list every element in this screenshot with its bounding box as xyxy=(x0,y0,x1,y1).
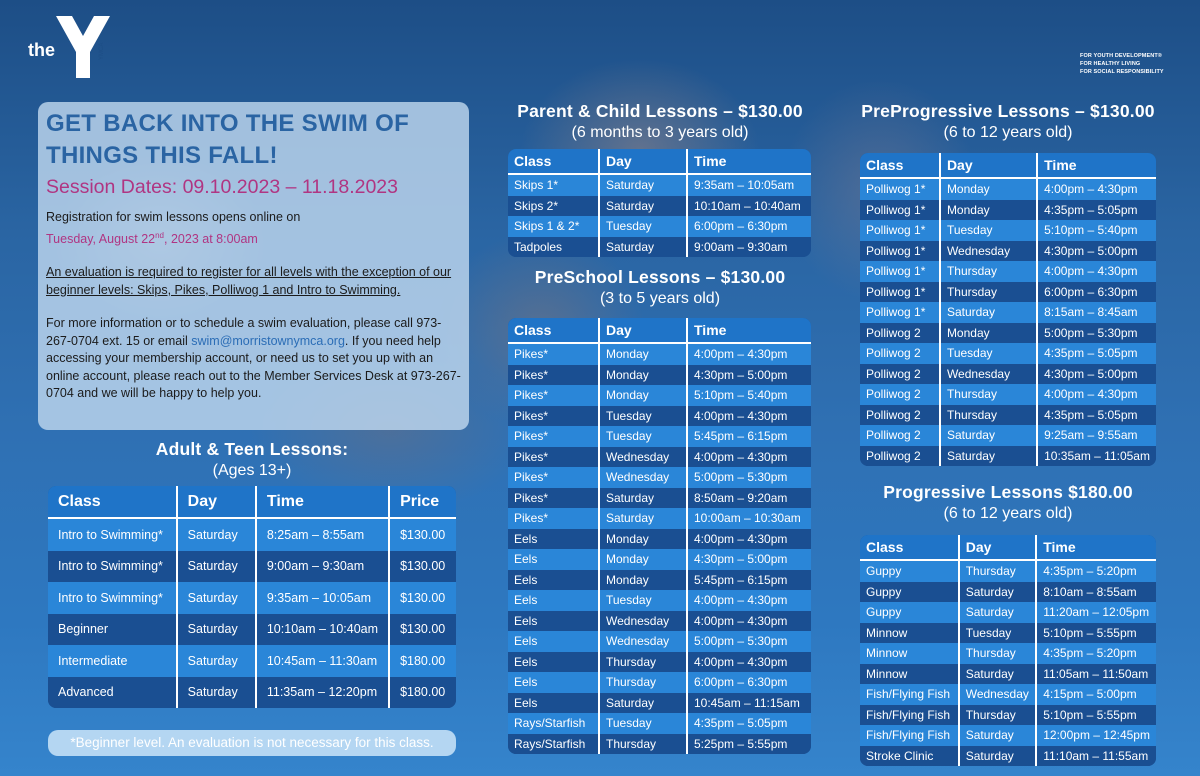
adult-table xyxy=(48,486,456,708)
table-cell: Guppy xyxy=(860,582,958,603)
table-cell: Guppy xyxy=(860,561,958,582)
table-cell: Tuesday xyxy=(939,343,1036,364)
table-cell: 4:35pm – 5:05pm xyxy=(1036,343,1156,364)
table-cell: Thursday xyxy=(958,561,1036,582)
table-cell: Saturday xyxy=(176,519,255,551)
table-row xyxy=(508,693,811,714)
table-cell: $130.00 xyxy=(388,551,456,583)
adult-section xyxy=(48,438,456,481)
preschool-table-wrap xyxy=(508,318,811,754)
column-header: Class xyxy=(860,535,958,561)
column-header: Time xyxy=(686,318,811,344)
table-cell: Intro to Swimming* xyxy=(48,519,176,551)
table-cell: Polliwog 2 xyxy=(860,384,939,405)
table-cell: Monday xyxy=(939,179,1036,200)
table-header-row xyxy=(860,153,1156,179)
registration-date-day: Tuesday, August 22 xyxy=(46,231,156,246)
table-cell: Tuesday xyxy=(598,406,686,427)
prog-table xyxy=(860,535,1156,766)
table-cell: Thursday xyxy=(958,643,1036,664)
table-cell: Tuesday xyxy=(598,713,686,734)
tagline xyxy=(1080,52,1164,76)
table-cell: Saturday xyxy=(598,175,686,196)
table-row xyxy=(48,582,456,614)
table-cell: Wednesday xyxy=(939,364,1036,385)
column-header: Day xyxy=(958,535,1036,561)
column-header: Class xyxy=(48,486,176,519)
table-cell: Thursday xyxy=(598,672,686,693)
table-cell: Thursday xyxy=(939,384,1036,405)
column-header: Time xyxy=(255,486,388,519)
parent-table xyxy=(508,149,811,257)
adult-title: Adult & Teen Lessons: xyxy=(155,439,349,459)
table-cell: Polliwog 1* xyxy=(860,302,939,323)
table-cell: 10:45am – 11:30am xyxy=(255,645,388,677)
table-cell: 4:00pm – 4:30pm xyxy=(686,406,811,427)
table-cell: $180.00 xyxy=(388,677,456,709)
table-cell: 4:30pm – 5:00pm xyxy=(1036,241,1156,262)
table-row xyxy=(860,725,1156,746)
table-cell: 4:35pm – 5:20pm xyxy=(1035,643,1156,664)
table-cell: 4:00pm – 4:30pm xyxy=(1036,384,1156,405)
table-cell: Tuesday xyxy=(598,590,686,611)
table-cell: Saturday xyxy=(598,488,686,509)
table-cell: 4:00pm – 4:30pm xyxy=(1036,179,1156,200)
table-cell: Skips 1* xyxy=(508,175,598,196)
table-row xyxy=(860,364,1156,385)
table-cell: Polliwog 1* xyxy=(860,200,939,221)
table-row xyxy=(860,746,1156,767)
parent-table-wrap xyxy=(508,149,811,257)
table-row xyxy=(860,643,1156,664)
table-row xyxy=(508,713,811,734)
table-cell: Polliwog 2 xyxy=(860,405,939,426)
table-cell: Saturday xyxy=(176,582,255,614)
table-cell: Thursday xyxy=(939,282,1036,303)
email-link[interactable]: swim@morristownymca.org xyxy=(191,333,345,348)
table-row xyxy=(508,570,811,591)
table-cell: Polliwog 1* xyxy=(860,241,939,262)
registration-date-sup: nd xyxy=(155,230,165,240)
table-cell: $130.00 xyxy=(388,519,456,551)
column-header: Day xyxy=(598,149,686,175)
table-row xyxy=(508,385,811,406)
table-cell: Polliwog 1* xyxy=(860,179,939,200)
table-row xyxy=(508,734,811,755)
table-cell: Polliwog 1* xyxy=(860,220,939,241)
table-cell: 10:10am – 10:40am xyxy=(255,614,388,646)
preschool-table xyxy=(508,318,811,754)
table-cell: 4:30pm – 5:00pm xyxy=(686,549,811,570)
table-cell: 5:45pm – 6:15pm xyxy=(686,426,811,447)
table-cell: Thursday xyxy=(939,261,1036,282)
table-header-row xyxy=(508,149,811,175)
table-cell: Saturday xyxy=(176,645,255,677)
table-cell: Tuesday xyxy=(958,623,1036,644)
table-cell: 8:10am – 8:55am xyxy=(1035,582,1156,603)
table-cell: 4:00pm – 4:30pm xyxy=(686,611,811,632)
table-cell: Wednesday xyxy=(598,467,686,488)
table-cell: Tadpoles xyxy=(508,237,598,258)
table-cell: Intro to Swimming* xyxy=(48,582,176,614)
session-dates: Session Dates: 09.10.2023 – 11.18.2023 xyxy=(46,176,398,198)
table-cell: Monday xyxy=(598,344,686,365)
preprog-table-wrap xyxy=(860,153,1156,466)
table-cell: Rays/Starfish xyxy=(508,734,598,755)
tagline-line: FOR YOUTH DEVELOPMENT® xyxy=(1080,53,1162,59)
table-cell: Polliwog 2 xyxy=(860,364,939,385)
table-cell: 8:25am – 8:55am xyxy=(255,519,388,551)
table-cell: Pikes* xyxy=(508,447,598,468)
table-row xyxy=(860,179,1156,200)
table-cell: Pikes* xyxy=(508,426,598,447)
table-row xyxy=(508,426,811,447)
table-row xyxy=(508,549,811,570)
preprog-subtitle: (6 to 12 years old) xyxy=(943,124,1073,141)
table-cell: Polliwog 1* xyxy=(860,261,939,282)
table-row xyxy=(860,261,1156,282)
table-row xyxy=(860,684,1156,705)
table-row xyxy=(860,582,1156,603)
column-header: Class xyxy=(860,153,939,179)
table-cell: 9:00am – 9:30am xyxy=(686,237,811,258)
table-row xyxy=(508,344,811,365)
table-row xyxy=(860,602,1156,623)
table-cell: 4:30pm – 5:00pm xyxy=(686,365,811,386)
table-cell: Intro to Swimming* xyxy=(48,551,176,583)
table-cell: Saturday xyxy=(939,425,1036,446)
table-cell: 5:10pm – 5:40pm xyxy=(686,385,811,406)
table-row xyxy=(508,237,811,258)
table-row xyxy=(860,664,1156,685)
table-cell: Saturday xyxy=(958,664,1036,685)
table-cell: 10:10am – 10:40am xyxy=(686,196,811,217)
table-row xyxy=(860,220,1156,241)
column-header: Class xyxy=(508,149,598,175)
table-cell: Wednesday xyxy=(958,684,1036,705)
table-cell: 4:00pm – 4:30pm xyxy=(686,590,811,611)
column-header: Day xyxy=(939,153,1036,179)
table-row xyxy=(860,623,1156,644)
table-cell: Monday xyxy=(598,385,686,406)
table-cell: Intermediate xyxy=(48,645,176,677)
table-cell: Monday xyxy=(598,529,686,550)
table-row xyxy=(860,446,1156,467)
table-row xyxy=(860,282,1156,303)
column-header: Class xyxy=(508,318,598,344)
table-cell: 4:00pm – 4:30pm xyxy=(686,447,811,468)
tagline-line: FOR HEALTHY LIVING xyxy=(1080,61,1141,67)
prog-subtitle: (6 to 12 years old) xyxy=(943,505,1073,522)
table-cell: 5:00pm – 5:30pm xyxy=(686,631,811,652)
table-row xyxy=(48,645,456,677)
table-cell: Fish/Flying Fish xyxy=(860,684,958,705)
table-row xyxy=(48,677,456,709)
registration-date xyxy=(46,232,258,246)
table-cell: Wednesday xyxy=(598,631,686,652)
ymca-y-icon xyxy=(54,14,112,80)
table-cell: 9:00am – 9:30am xyxy=(255,551,388,583)
prog-title: Progressive Lessons $180.00 xyxy=(883,482,1133,502)
beginner-note: *Beginner level. An evaluation is not necessary for this class. xyxy=(48,730,456,756)
table-cell: 8:50am – 9:20am xyxy=(686,488,811,509)
table-cell: Pikes* xyxy=(508,406,598,427)
preschool-title: PreSchool Lessons – $130.00 xyxy=(534,267,786,287)
column-header: Time xyxy=(1036,153,1156,179)
table-cell: Tuesday xyxy=(939,220,1036,241)
table-cell: 4:35pm – 5:05pm xyxy=(686,713,811,734)
table-cell: Guppy xyxy=(860,602,958,623)
table-row xyxy=(860,241,1156,262)
table-cell: 10:35am – 11:05am xyxy=(1036,446,1156,467)
table-cell: Beginner xyxy=(48,614,176,646)
preprog-section xyxy=(850,100,1166,143)
table-cell: Pikes* xyxy=(508,488,598,509)
table-cell: Pikes* xyxy=(508,385,598,406)
table-cell: Polliwog 2 xyxy=(860,343,939,364)
registration-text xyxy=(46,209,461,248)
table-cell: $130.00 xyxy=(388,614,456,646)
table-cell: Wednesday xyxy=(598,611,686,632)
table-cell: Eels xyxy=(508,631,598,652)
table-cell: 6:00pm – 6:30pm xyxy=(686,672,811,693)
table-cell: Saturday xyxy=(598,196,686,217)
table-cell: Monday xyxy=(598,570,686,591)
table-row xyxy=(508,467,811,488)
table-cell: $180.00 xyxy=(388,645,456,677)
prog-table-wrap xyxy=(860,535,1156,766)
table-cell: Eels xyxy=(508,693,598,714)
table-cell: Advanced xyxy=(48,677,176,709)
preprog-title: PreProgressive Lessons – $130.00 xyxy=(861,101,1155,121)
adult-table-wrap xyxy=(48,486,456,708)
table-cell: Saturday xyxy=(176,551,255,583)
table-cell: Eels xyxy=(508,570,598,591)
table-row xyxy=(508,652,811,673)
table-row xyxy=(860,405,1156,426)
table-cell: Saturday xyxy=(176,677,255,709)
table-header-row xyxy=(48,486,456,519)
table-row xyxy=(860,200,1156,221)
table-cell: 4:00pm – 4:30pm xyxy=(1036,261,1156,282)
table-cell: 11:20am – 12:05pm xyxy=(1035,602,1156,623)
table-cell: Eels xyxy=(508,549,598,570)
table-cell: Saturday xyxy=(598,237,686,258)
preschool-section xyxy=(500,266,820,309)
table-row xyxy=(508,672,811,693)
table-cell: Wednesday xyxy=(939,241,1036,262)
table-cell: 4:35pm – 5:05pm xyxy=(1036,200,1156,221)
table-row xyxy=(508,447,811,468)
table-row xyxy=(48,551,456,583)
table-cell: Eels xyxy=(508,611,598,632)
table-cell: Monday xyxy=(939,323,1036,344)
table-row xyxy=(860,323,1156,344)
table-row xyxy=(508,175,811,196)
table-cell: Fish/Flying Fish xyxy=(860,705,958,726)
table-row xyxy=(860,705,1156,726)
table-cell: Fish/Flying Fish xyxy=(860,725,958,746)
table-cell: Rays/Starfish xyxy=(508,713,598,734)
table-row xyxy=(48,519,456,551)
table-row xyxy=(508,611,811,632)
table-row xyxy=(860,343,1156,364)
table-row xyxy=(508,631,811,652)
table-cell: $130.00 xyxy=(388,582,456,614)
table-cell: Thursday xyxy=(939,405,1036,426)
table-cell: 4:00pm – 4:30pm xyxy=(686,344,811,365)
prog-section xyxy=(850,481,1166,524)
table-header-row xyxy=(508,318,811,344)
column-header: Price xyxy=(388,486,456,519)
table-cell: Eels xyxy=(508,672,598,693)
column-header: Time xyxy=(1035,535,1156,561)
table-cell: Saturday xyxy=(958,725,1036,746)
table-cell: Eels xyxy=(508,529,598,550)
table-cell: 4:35pm – 5:05pm xyxy=(1036,405,1156,426)
table-cell: 5:45pm – 6:15pm xyxy=(686,570,811,591)
table-row xyxy=(508,216,811,237)
evaluation-link[interactable]: An evaluation is required to register for all levels with the exception of our beginner levels: Skips, Pikes, Polliwog 1 and Intro to Swimming. xyxy=(46,265,452,297)
table-cell: 5:10pm – 5:55pm xyxy=(1035,623,1156,644)
table-cell: Minnow xyxy=(860,623,958,644)
table-cell: 4:00pm – 4:30pm xyxy=(686,652,811,673)
contact-info xyxy=(46,315,461,403)
table-cell: Eels xyxy=(508,652,598,673)
table-row xyxy=(508,488,811,509)
table-cell: Thursday xyxy=(598,734,686,755)
table-cell: Polliwog 2 xyxy=(860,446,939,467)
table-cell: 9:35am – 10:05am xyxy=(255,582,388,614)
table-cell: Polliwog 2 xyxy=(860,323,939,344)
table-cell: Pikes* xyxy=(508,508,598,529)
adult-subtitle: (Ages 13+) xyxy=(212,462,292,479)
parent-subtitle: (6 months to 3 years old) xyxy=(571,124,749,141)
table-cell: 4:30pm – 5:00pm xyxy=(1036,364,1156,385)
table-cell: 5:00pm – 5:30pm xyxy=(1036,323,1156,344)
table-cell: Saturday xyxy=(958,746,1036,767)
intro-panel xyxy=(38,102,469,430)
table-header-row xyxy=(860,535,1156,561)
table-cell: Saturday xyxy=(939,302,1036,323)
table-cell: Minnow xyxy=(860,664,958,685)
column-header: Day xyxy=(176,486,255,519)
preprog-table xyxy=(860,153,1156,466)
table-cell: 4:00pm – 4:30pm xyxy=(686,529,811,550)
table-cell: 11:10am – 11:55am xyxy=(1035,746,1156,767)
table-cell: 12:00pm – 12:45pm xyxy=(1035,725,1156,746)
table-cell: Monday xyxy=(598,365,686,386)
table-cell: Skips 1 & 2* xyxy=(508,216,598,237)
table-cell: Pikes* xyxy=(508,365,598,386)
table-row xyxy=(508,196,811,217)
table-cell: Tuesday xyxy=(598,426,686,447)
table-cell: 9:25am – 9:55am xyxy=(1036,425,1156,446)
table-cell: Saturday xyxy=(176,614,255,646)
table-row xyxy=(48,614,456,646)
table-cell: 5:00pm – 5:30pm xyxy=(686,467,811,488)
table-cell: Minnow xyxy=(860,643,958,664)
table-cell: 8:15am – 8:45am xyxy=(1036,302,1156,323)
contact-info-a: For more information or to schedule a swim evaluation, please call 973-267-0704 ext. 15 or email xyxy=(46,316,442,348)
table-cell: Wednesday xyxy=(598,447,686,468)
table-row xyxy=(508,406,811,427)
table-cell: Thursday xyxy=(598,652,686,673)
table-cell: Monday xyxy=(939,200,1036,221)
table-cell: Saturday xyxy=(939,446,1036,467)
table-cell: Pikes* xyxy=(508,344,598,365)
column-header: Day xyxy=(598,318,686,344)
table-cell: Polliwog 1* xyxy=(860,282,939,303)
table-cell: 5:10pm – 5:40pm xyxy=(1036,220,1156,241)
column-header: Time xyxy=(686,149,811,175)
table-cell: 4:15pm – 5:00pm xyxy=(1035,684,1156,705)
table-cell: 5:10pm – 5:55pm xyxy=(1035,705,1156,726)
table-cell: 5:25pm – 5:55pm xyxy=(686,734,811,755)
logo-the-text: the xyxy=(28,40,55,60)
registration-line: Registration for swim lessons opens online on xyxy=(46,210,301,224)
table-row xyxy=(508,529,811,550)
table-row xyxy=(860,425,1156,446)
table-cell: 4:35pm – 5:20pm xyxy=(1035,561,1156,582)
table-cell: Eels xyxy=(508,590,598,611)
table-cell: Saturday xyxy=(958,602,1036,623)
table-row xyxy=(860,561,1156,582)
table-cell: 10:00am – 10:30am xyxy=(686,508,811,529)
table-cell: 6:00pm – 6:30pm xyxy=(1036,282,1156,303)
table-cell: Tuesday xyxy=(598,216,686,237)
table-cell: 6:00pm – 6:30pm xyxy=(686,216,811,237)
table-cell: Saturday xyxy=(598,508,686,529)
ymca-logo xyxy=(28,14,114,80)
table-row xyxy=(860,384,1156,405)
table-cell: Pikes* xyxy=(508,467,598,488)
table-row xyxy=(860,302,1156,323)
table-cell: Stroke Clinic xyxy=(860,746,958,767)
table-cell: 10:45am – 11:15am xyxy=(686,693,811,714)
table-cell: Monday xyxy=(598,549,686,570)
parent-title: Parent & Child Lessons – $130.00 xyxy=(517,101,803,121)
table-row xyxy=(508,590,811,611)
table-cell: 9:35am – 10:05am xyxy=(686,175,811,196)
parent-section xyxy=(500,100,820,143)
table-cell: Skips 2* xyxy=(508,196,598,217)
logo-ymca-vertical: YMCA xyxy=(99,42,105,60)
table-cell: Thursday xyxy=(958,705,1036,726)
registration-date-time: , 2023 at 8:00am xyxy=(164,231,258,246)
table-cell: 11:05am – 11:50am xyxy=(1035,664,1156,685)
table-cell: Polliwog 2 xyxy=(860,425,939,446)
headline: GET BACK INTO THE SWIM OF THINGS THIS FALL! xyxy=(46,110,410,169)
table-cell: 11:35am – 12:20pm xyxy=(255,677,388,709)
table-row xyxy=(508,365,811,386)
table-cell: Saturday xyxy=(598,693,686,714)
contact-info-b: . If you need help accessing your membership account, or need us to set you up with an online account, please reach out to the Member Services Desk at 973-267-0704 and we will be happy to help you. xyxy=(46,333,461,401)
table-row xyxy=(508,508,811,529)
table-cell: Saturday xyxy=(958,582,1036,603)
preschool-subtitle: (3 to 5 years old) xyxy=(599,290,721,307)
tagline-line: FOR SOCIAL RESPONSIBILITY xyxy=(1080,69,1164,75)
